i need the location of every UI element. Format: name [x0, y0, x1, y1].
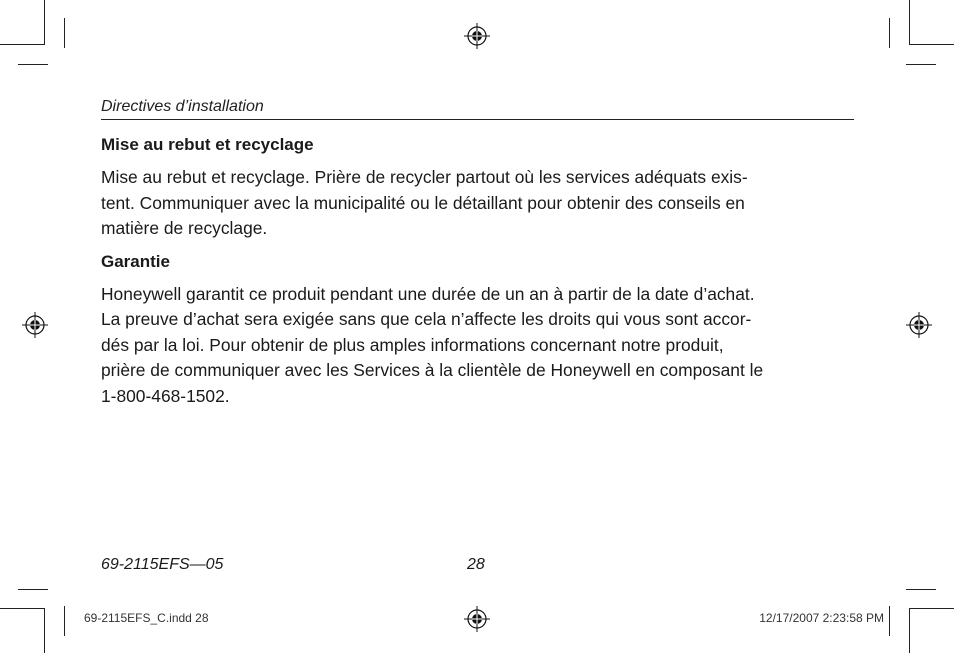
crop-mark-top-left-horizontal-inner	[18, 64, 48, 65]
crop-mark-top-right-vertical-inner	[889, 18, 890, 48]
section-disposal-recycling	[101, 133, 857, 242]
section-paragraph	[101, 165, 857, 242]
crop-mark-bottom-left-vertical	[44, 608, 45, 653]
page-content	[101, 133, 857, 417]
crop-mark-top-right-horizontal-inner	[906, 64, 936, 65]
crop-mark-top-right-horizontal	[909, 44, 954, 45]
slug-timestamp: 12/17/2007 2:23:58 PM	[759, 611, 884, 625]
header-rule	[101, 119, 854, 120]
paragraph-line: Mise au rebut et recyclage. Prière de recycler partout où les services adéquats exis-	[101, 167, 748, 187]
section-paragraph	[101, 282, 857, 410]
document-number: 69-2115EFS—05	[101, 556, 224, 573]
paragraph-line: dés par la loi. Pour obtenir de plus amples informations concernant notre produit,	[101, 334, 724, 355]
paragraph-line: matière de recyclage.	[101, 218, 268, 238]
registration-mark-icon	[464, 23, 490, 49]
registration-mark-icon	[464, 606, 490, 632]
paragraph-line: tent. Communiquer avec la municipalité ou le détaillant pour obtenir des conseils en	[101, 192, 745, 213]
running-header: Directives d’installation	[101, 98, 264, 115]
paragraph-line: prière de communiquer avec les Services à la clientèle de Honeywell en composant le	[101, 360, 764, 380]
section-warranty	[101, 250, 857, 410]
crop-mark-top-left-vertical	[44, 0, 45, 45]
crop-mark-top-left-vertical-inner	[64, 18, 65, 48]
section-heading: Garantie	[101, 251, 170, 271]
crop-mark-bottom-right-horizontal	[909, 608, 954, 609]
registration-mark-icon	[906, 312, 932, 338]
crop-mark-top-left-horizontal	[0, 44, 45, 45]
crop-mark-bottom-left-horizontal-inner	[18, 589, 48, 590]
crop-mark-top-right-vertical	[909, 0, 910, 45]
paragraph-line: 1-800-468-1502.	[101, 385, 230, 406]
page-number: 28	[467, 556, 485, 573]
paragraph-line: La preuve d’achat sera exigée sans que cela n’affecte les droits qui vous sont accor-	[101, 309, 752, 329]
registration-mark-icon	[22, 312, 48, 338]
crop-mark-bottom-right-horizontal-inner	[906, 589, 936, 590]
crop-mark-bottom-left-horizontal	[0, 608, 45, 609]
crop-mark-bottom-left-vertical-inner	[64, 606, 65, 636]
crop-mark-bottom-right-vertical	[909, 608, 910, 653]
slug-file-name: 69-2115EFS_C.indd 28	[84, 611, 209, 625]
crop-mark-bottom-right-vertical-inner	[889, 606, 890, 636]
paragraph-line: Honeywell garantit ce produit pendant une durée de un an à partir de la date d’achat.	[101, 283, 755, 304]
section-heading: Mise au rebut et recyclage	[101, 135, 314, 154]
